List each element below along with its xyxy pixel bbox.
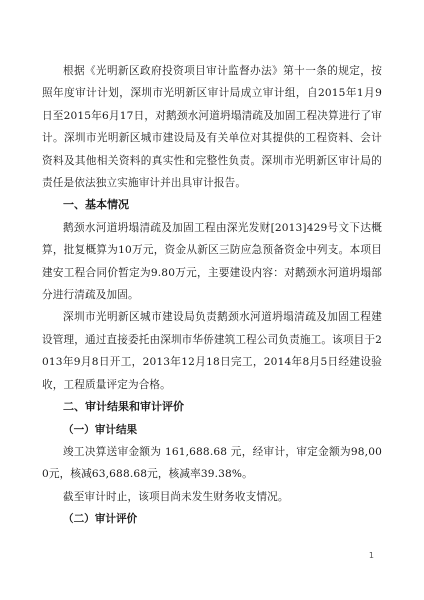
document-body (42, 60, 382, 531)
subheading-audit-evaluation: （二）审计评价 (63, 513, 138, 526)
intro-paragraph: 根据《光明新区政府投资项目审计监督办法》第十一条的规定，按照年度审计计划，深圳市光明新区审计局成立审计组，自2015年1月9日至2015年6月17日，对鹅颈水河道坍塌清疏及加固工程决算进行了审计。深圳市光明新区城市建设局及有关单位对其提供的工程资料、会计资料及其他相关资料的真实性和完整性负责。深圳市光明新区审计局的责任是依法独立实施审计并出具审计报告。 (42, 65, 382, 190)
subheading-audit-result: （一）审计结果 (63, 423, 138, 436)
section-heading-audit-results: 二、审计结果和审计评价 (63, 400, 184, 414)
audit-result-paragraph-1: 竣工决算送审金额为 161,688.68 元，经审计，审定金额为98,000元，核减63,688.68元，核减率39.38%。 (42, 445, 382, 481)
audit-result-paragraph-2: 截至审计时止，该项目尚未发生财务收支情况。 (63, 490, 289, 503)
basic-info-paragraph-2: 深圳市光明新区城市建设局负责鹅颈水河道坍塌清疏及加固工程建设管理，通过直接委托由深圳市华侨建筑工程公司负责施工。该项目于2013年9月8日开工，2013年12月18日完工，2014年8月5日经建设验收，工程质量评定为合格。 (42, 311, 382, 391)
page-number: 1 (368, 551, 374, 560)
basic-info-paragraph-1: 鹅颈水河道坍塌清疏及加固工程由深光发财[2013]429号文下达概算，批复概算为10万元，资金从新区三防应急预备资金中列支。本项目建安工程合同价暂定为9.80万元，主要建设内容：对鹅颈水河道坍塌部分进行清疏及加固。 (42, 221, 382, 302)
section-heading-basic-info: 一、基本情况 (63, 198, 129, 212)
